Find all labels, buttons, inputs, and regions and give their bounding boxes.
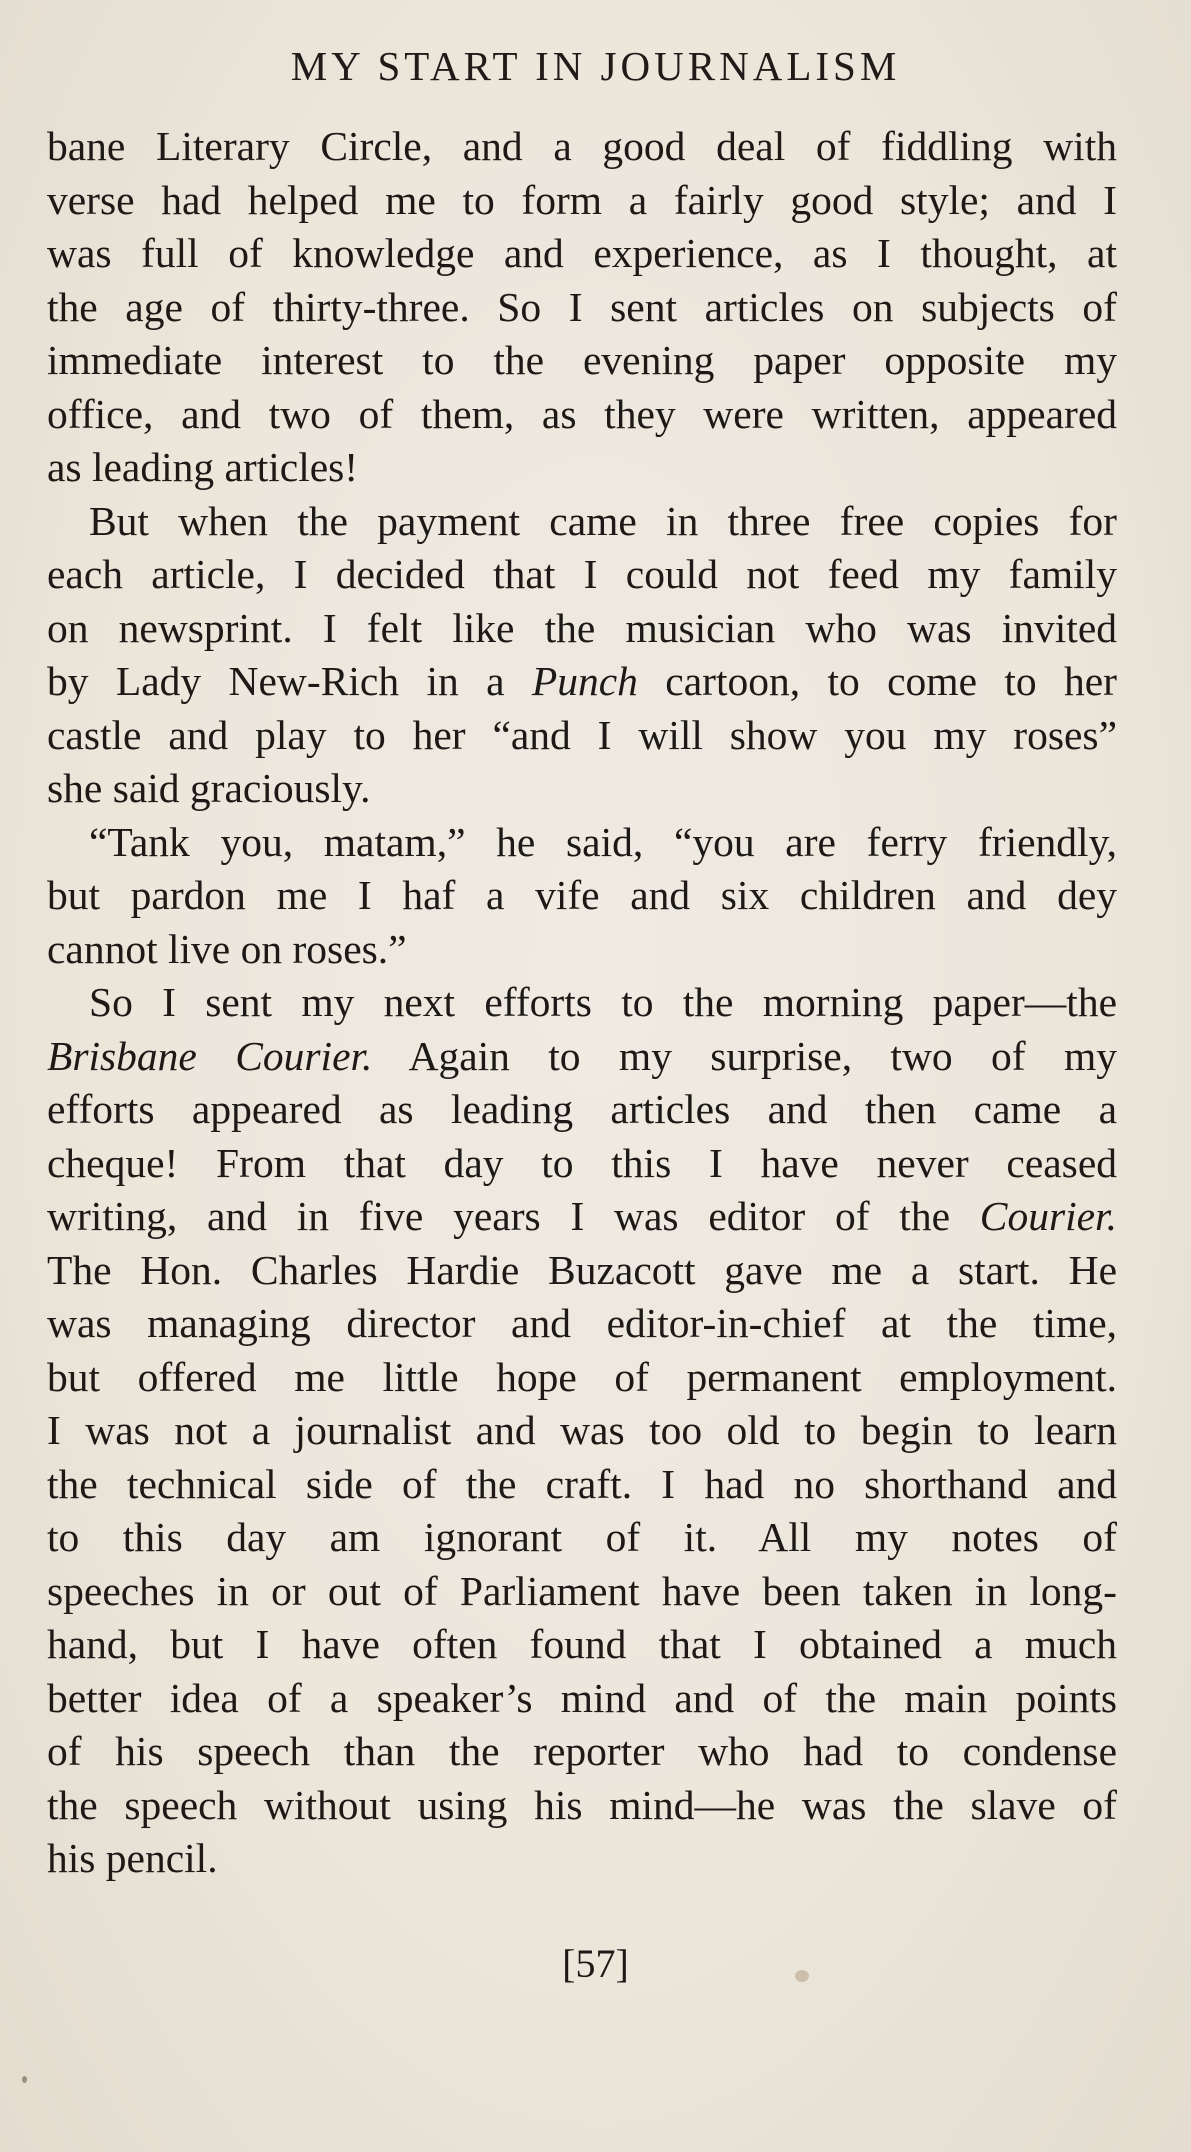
text-line: was full of knowledge and experience, as I thought, at — [47, 230, 1117, 276]
page-number: [57] — [562, 1941, 629, 1986]
text-line: I was not a journalist and was too old to begin to learn — [47, 1407, 1117, 1453]
text-line: cannot live on roses.” — [47, 925, 407, 972]
text-line: on newsprint. I felt like the musician who was invited — [47, 604, 1117, 651]
text-line: writing, and in five years I was editor of the Courier. — [47, 1193, 1117, 1239]
text-line: bane Literary Circle, and a good deal of fiddling with — [47, 123, 1117, 169]
text-line: to this day am ignorant of it. All my notes of — [47, 1514, 1117, 1560]
text-line: castle and play to her “and I will show you my roses” — [47, 711, 1117, 758]
text-line: the age of thirty-three. So I sent articles on subjects of — [47, 283, 1117, 330]
running-head: MY START IN JOURNALISM — [290, 43, 901, 89]
body-text — [47, 120, 1117, 1886]
text-line: his pencil. — [47, 1835, 218, 1881]
text-line: speeches in or out of Parliament have been taken in long- — [47, 1567, 1117, 1614]
text-line: hand, but I have often found that I obtained a much — [47, 1621, 1117, 1667]
text-line: but offered me little hope of permanent employment. — [47, 1353, 1117, 1400]
text-line: of his speech than the reporter who had to condense — [47, 1728, 1117, 1774]
text-line: efforts appeared as leading articles and then came a — [47, 1086, 1117, 1132]
text-line: office, and two of them, as they were written, appeared — [47, 390, 1117, 437]
text-line: The Hon. Charles Hardie Buzacott gave me a start. He — [47, 1246, 1117, 1293]
text-line: cheque! From that day to this I have never ceased — [47, 1139, 1117, 1186]
text-line: verse had helped me to form a fairly good style; and I — [47, 176, 1117, 223]
text-line: but pardon me I haf a vife and six children and dey — [47, 872, 1117, 918]
text-line: by Lady New-Rich in a Punch cartoon, to come to her — [47, 658, 1118, 704]
text-line: But when the payment came in three free copies for — [89, 497, 1117, 544]
text-line: she said graciously. — [47, 765, 371, 811]
paper-speck — [22, 2076, 27, 2083]
paper-speck — [795, 1970, 809, 1982]
text-line: better idea of a speaker’s mind and of the main points — [47, 1674, 1117, 1721]
text-line: So I sent my next efforts to the morning paper—the — [89, 979, 1117, 1025]
text-line: Brisbane Courier. Again to my surprise, two of my — [47, 1032, 1117, 1079]
text-line: the technical side of the craft. I had no shorthand and — [47, 1460, 1117, 1507]
text-line: “Tank you, matam,” he said, “you are ferry friendly, — [89, 818, 1117, 865]
text-line: immediate interest to the evening paper opposite my — [47, 337, 1117, 383]
text-line: the speech without using his mind—he was the slave of — [47, 1781, 1117, 1828]
text-line: as leading articles! — [47, 444, 359, 490]
text-line: was managing director and editor-in-chief at the time, — [47, 1300, 1117, 1346]
text-line: each article, I decided that I could not feed my family — [47, 551, 1117, 597]
